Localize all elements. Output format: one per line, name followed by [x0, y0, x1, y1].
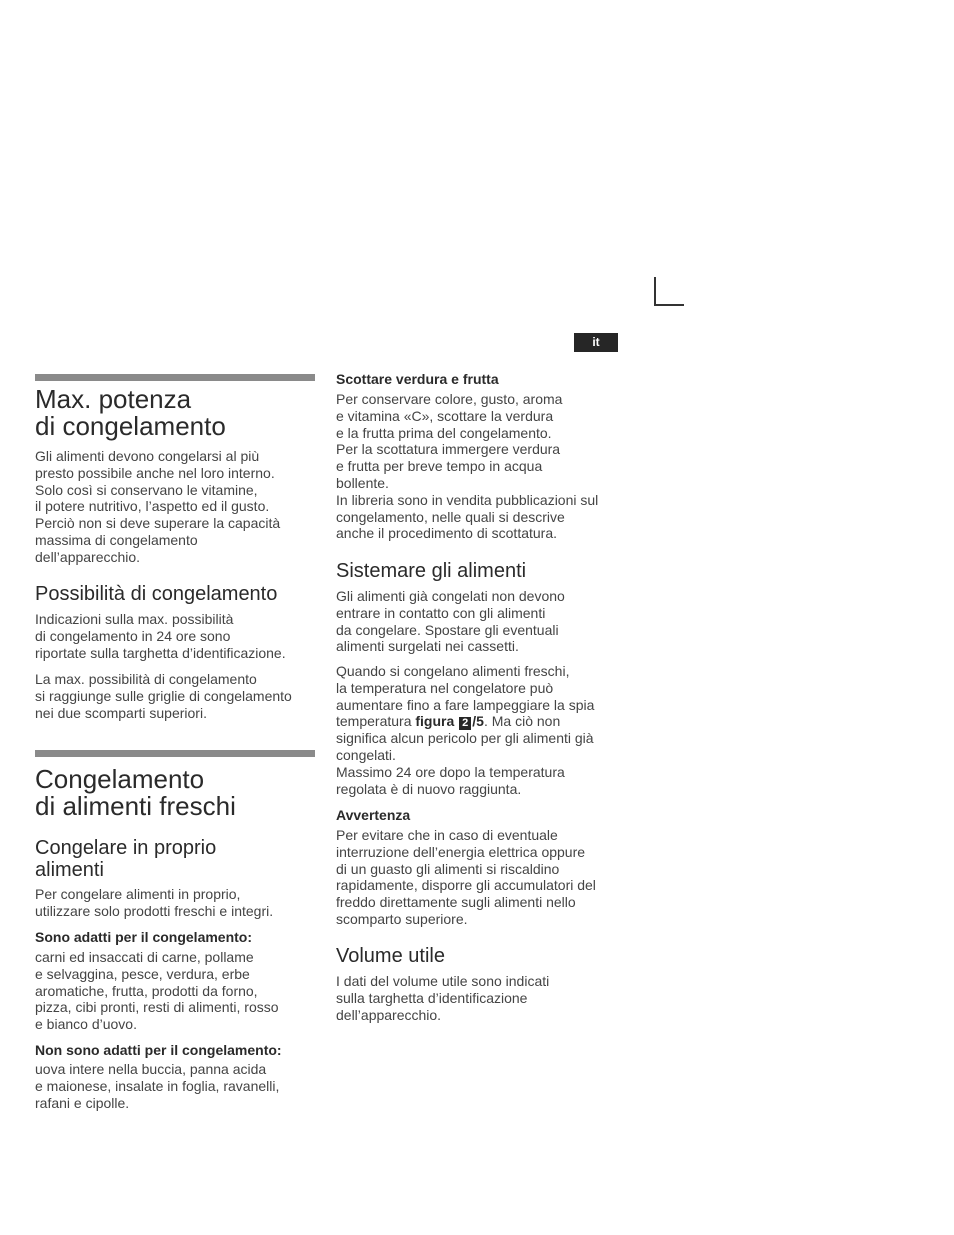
max-freezing-paragraph: Gli alimenti devono congelarsi al più presto possibile anche nel loro interno. Solo così si conservano le vitamine, il potere nutritivo, l’aspetto ed il gusto. Perciò non si deve superare la capacità massima di congelamento dell’apparecchio.	[35, 448, 281, 565]
arranging-food-paragraph-2	[336, 663, 594, 798]
heading-not-suitable: Non sono adatti per il congelamento:	[35, 1042, 282, 1058]
usable-volume-paragraph: I dati del volume utile sono indicati sulla targhetta d’identificazione dell’apparecchio.	[336, 973, 550, 1023]
heading-warning: Avvertenza	[336, 807, 411, 823]
section-rule	[35, 374, 315, 381]
figure-number-badge: 2	[459, 717, 471, 730]
figure-item-reference: /5	[472, 713, 484, 730]
crop-mark-vertical	[654, 277, 656, 306]
language-tab: it	[574, 333, 618, 352]
heading-blanching: Scottare verdura e frutta	[336, 371, 499, 387]
section-rule	[35, 750, 315, 757]
section-title-max-freezing: Max. potenza di congelamento	[35, 384, 226, 441]
paragraph-text: . Ma ciò non significa alcun pericolo per gli alimenti già congelati. Massimo 24 ore dopo la temperatura regolata è di nuovo raggiunta.	[336, 713, 594, 797]
paragraph-text: Quando si congelano alimenti freschi, la temperatura nel congelatore può aumentare fino a fare lampeggiare la spia temperatura	[336, 663, 595, 730]
subheading-freezing-capacity: Possibilità di congelamento	[35, 583, 278, 605]
subheading-arranging-food: Sistemare gli alimenti	[336, 560, 527, 582]
section-title-fresh-food: Congelamento di alimenti freschi	[35, 764, 236, 821]
freezing-capacity-paragraph-2: La max. possibilità di congelamento si raggiunge sulle griglie di congelamento nei due scomparti superiori.	[35, 671, 292, 721]
arranging-food-paragraph-1: Gli alimenti già congelati non devono entrare in contatto con gli alimenti da congelare. Spostare gli eventuali alimenti surgelati nei cassetti.	[336, 588, 565, 655]
figure-reference: figura	[415, 713, 455, 730]
warning-paragraph: Per evitare che in caso di eventuale interruzione dell’energia elettrica oppure di un guasto gli alimenti si riscaldino rapidamente, disporre gli accumulatori del freddo direttamente sugli alimenti nello scomparto superiore.	[336, 827, 596, 927]
subheading-freeze-yourself: Congelare in proprio alimenti	[35, 837, 217, 881]
crop-mark-horizontal	[654, 304, 684, 306]
blanching-paragraph: Per conservare colore, gusto, aroma e vitamina «C», scottare la verdura e la frutta prima del congelamento. Per la scottatura immergere verdura e frutta per breve tempo in acqua bollente. In libreria sono in vendita pubblicazioni sul congelamento, nelle quali si descrive anche il procedimento di scottatura.	[336, 391, 599, 542]
suitable-foods-paragraph: carni ed insaccati di carne, pollame e selvaggina, pesce, verdura, erbe aromatiche, frutta, prodotti da forno, pizza, cibi pronti, resti di alimenti, rosso e bianco d’uovo.	[35, 949, 279, 1033]
freeze-yourself-paragraph: Per congelare alimenti in proprio, utilizzare solo prodotti freschi e integri.	[35, 886, 274, 919]
heading-suitable: Sono adatti per il congelamento:	[35, 929, 253, 945]
subheading-usable-volume: Volume utile	[336, 945, 445, 967]
freezing-capacity-paragraph-1: Indicazioni sulla max. possibilità di congelamento in 24 ore sono riportate sulla targhetta d’identificazione.	[35, 611, 286, 661]
unsuitable-foods-paragraph: uova intere nella buccia, panna acida e maionese, insalate in foglia, ravanelli, rafani e cipolle.	[35, 1061, 280, 1111]
